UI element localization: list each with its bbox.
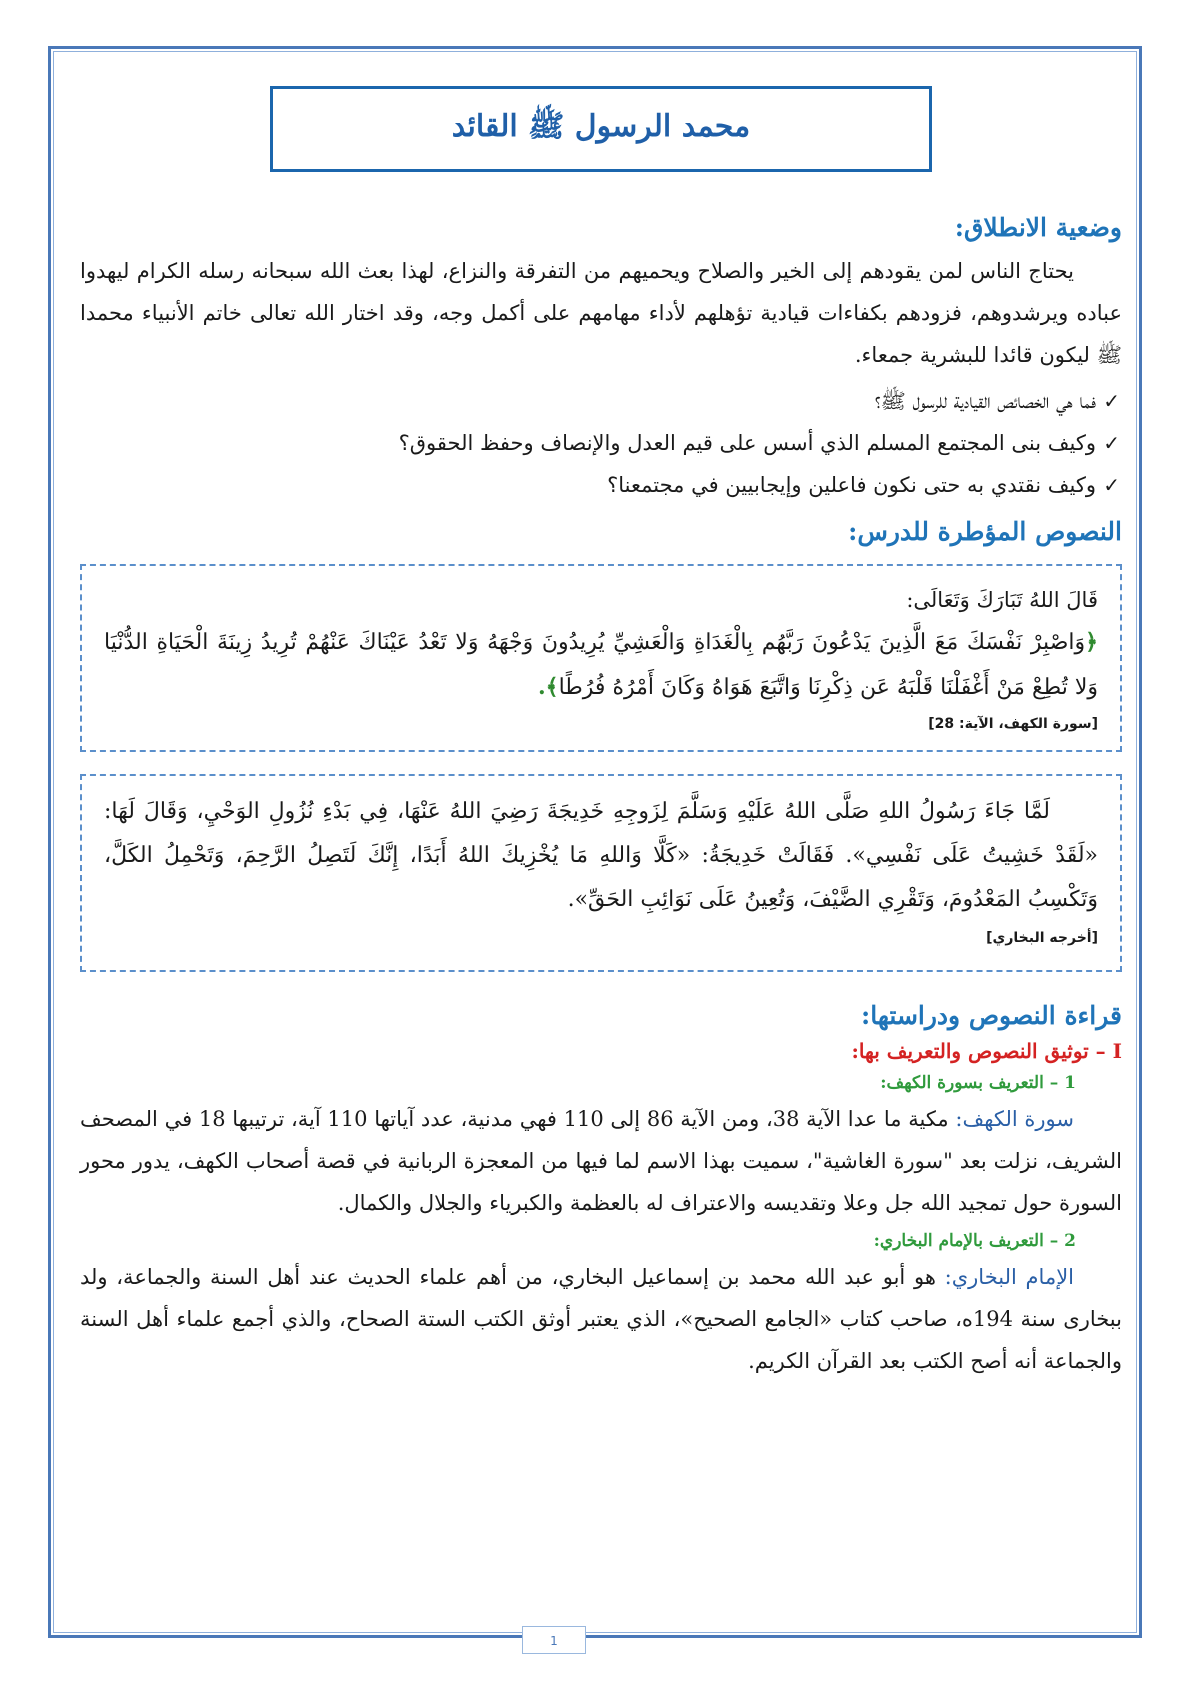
- questions-list: [80, 380, 1122, 506]
- bukhari-paragraph: [80, 1256, 1122, 1382]
- starting-situation-heading: وضعية الانطلاق:: [954, 213, 1122, 242]
- reading-heading: قراءة النصوص ودراستها:: [861, 1001, 1122, 1030]
- title-box: [270, 86, 932, 172]
- question-text: وكيف بنى المجتمع المسلم الذي أسس على قيم العدل والإنصاف وحفظ الحقوق؟: [398, 431, 1096, 455]
- quran-verse: [104, 620, 1098, 710]
- hadith-box: [80, 774, 1122, 972]
- checkmark-icon: ✓: [1103, 431, 1120, 455]
- surah-text: مكية ما عدا الآية 38، ومن الآية 86 إلى 110 فهي مدنية، عدد آياتها 110 آية، ترتيبها 18 في المصحف الشريف، نزلت بعد "سورة الغاشية"، سميت بهذا الاسم لما فيها من المعجزة الربانية في قصة أصحاب الكهف، يدور محور السورة حول تمجيد الله جل وعلا وتقديسه والاعتراف له بالعظمة والكبرياء والجلال والكمال.: [80, 1107, 1122, 1215]
- quran-close-bracket: ﴾.: [538, 674, 559, 700]
- question-item: [80, 464, 1122, 506]
- question-item: [80, 422, 1122, 464]
- hadith-reference: [أخرجه البخاري]: [986, 930, 1098, 946]
- document-body: [80, 210, 1122, 1382]
- checkmark-icon: ✓: [1103, 473, 1120, 497]
- quran-reference: [سورة الكهف، الآية: 28]: [928, 716, 1098, 732]
- page-number: 1: [522, 1626, 586, 1654]
- starting-situation-paragraph: يحتاج الناس لمن يقودهم إلى الخير والصلاح ويحميهم من التفرقة والنزاع، لهذا بعث الله سبحانه رسله الكرام ليهدوا عباده ويرشدوهم، فزودهم بكفاءات قيادية تؤهلهم لأداء مهامهم على أكمل وجه، وقد اختار الله تعالى خاتم الأنبياء محمدا ﷺ ليكون قائدا للبشرية جمعاء.: [80, 259, 1122, 367]
- bukhari-term: الإمام البخاري:: [944, 1265, 1074, 1289]
- quran-box: [80, 564, 1122, 752]
- quran-verse-text: وَاصْبِرْ نَفْسَكَ مَعَ الَّذِينَ يَدْعُونَ رَبَّهُم بِالْغَدَاةِ وَالْعَشِيِّ يُرِيدُونَ وَجْهَهُ وَلا تَعْدُ عَيْنَاكَ عَنْهُمْ تُرِيدُ زِينَةَ الْحَيَاةِ الدُّنْيَا وَلا تُطِعْ مَنْ أَغْفَلْنَا قَلْبَهُ عَن ذِكْرِنَا وَاتَّبَعَ هَوَاهُ وَكَانَ أَمْرُهُ فُرُطًا: [104, 630, 1098, 700]
- surah-paragraph: [80, 1098, 1122, 1224]
- framing-texts-heading: النصوص المؤطرة للدرس:: [848, 517, 1122, 546]
- question-text: وكيف نقتدي به حتى نكون فاعلين وإيجابيين في مجتمعنا؟: [607, 473, 1096, 497]
- checkmark-icon: ✓: [1103, 389, 1120, 413]
- hadith-text: لَمَّا جَاءَ رَسُولُ اللهِ صَلَّى اللهُ عَلَيْهِ وَسَلَّمَ لِزَوجِهِ خَدِيجَةَ رَضِيَ اللهُ عَنْهَا، فِي بَدْءِ نُزُولِ الوَحْيِ، وَقَالَ لَهَا: «لَقَدْ خَشِيتُ عَلَى نَفْسِي». فَقَالَتْ خَدِيجَةُ: «كَلَّا وَاللهِ مَا يُخْزِيكَ اللهُ أَبَدًا، إِنَّكَ لَتَصِلُ الرَّحِمَ، وَتَحْمِلُ الكَلَّ، وَتَكْسِبُ المَعْدُومَ، وَتَقْرِي الضَّيْفَ، وَتُعِينُ عَلَى نَوَائِبِ الحَقِّ».: [104, 799, 1098, 912]
- subheading-bukhari-intro: 2 – التعريف بالإمام البخاري:: [873, 1231, 1076, 1251]
- question-item: [80, 380, 1122, 422]
- question-text: فما هي الخصائص القيادية للرسول ﷺ؟: [874, 389, 1096, 413]
- section-heading-documentation: I – توثيق النصوص والتعريف بها:: [851, 1039, 1122, 1063]
- surah-term: سورة الكهف:: [955, 1107, 1074, 1131]
- quran-intro: قَالَ اللهُ تَبَارَكَ وَتَعَالَى:: [906, 588, 1098, 612]
- quran-open-bracket: ﴿: [1085, 629, 1098, 655]
- lesson-title: محمد الرسول ﷺ القائد: [451, 108, 751, 144]
- bukhari-text: هو أبو عبد الله محمد بن إسماعيل البخاري، من أهم علماء الحديث عند أهل السنة والجماعة، ولد ببخارى سنة 194ه، صاحب كتاب «الجامع الصحيح»، الذي يعتبر أوثق الكتب الستة الصحاح، والذي أجمع علماء أهل السنة والجماعة أنه أصح الكتب بعد القرآن الكريم.: [80, 1265, 1122, 1373]
- subheading-surah-intro: 1 – التعريف بسورة الكهف:: [880, 1073, 1076, 1093]
